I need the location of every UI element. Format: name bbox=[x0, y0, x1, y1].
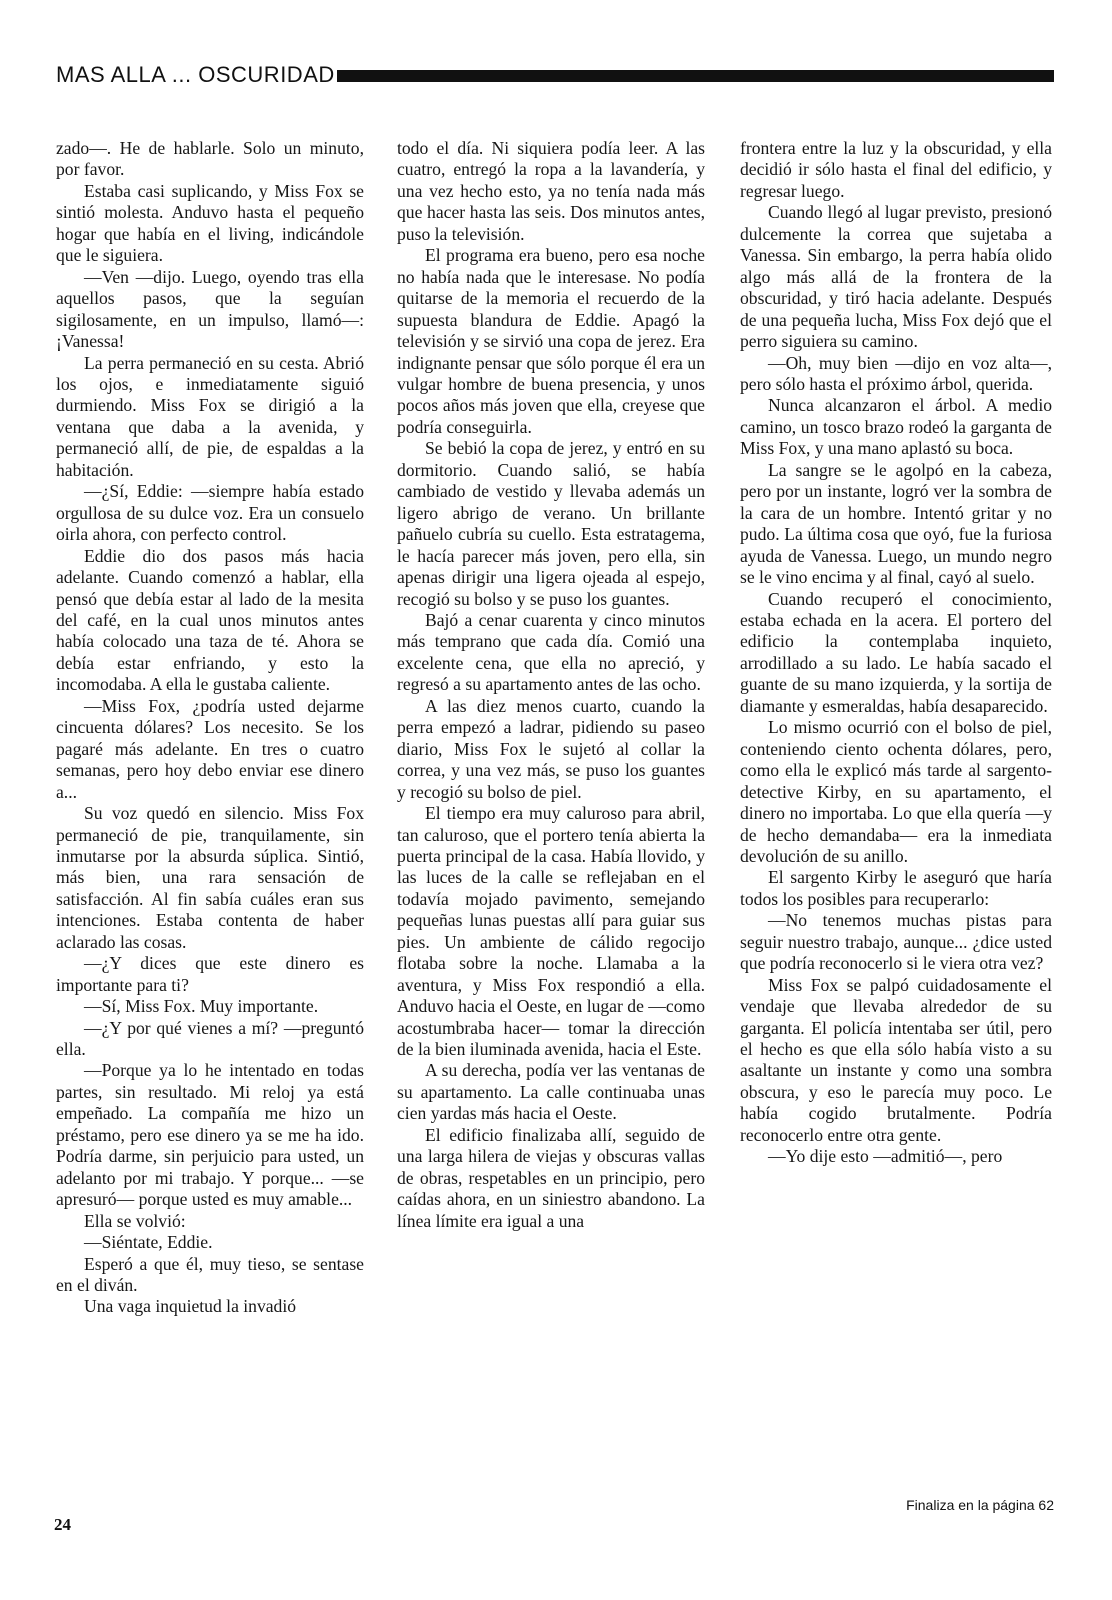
paragraph: —Yo dije esto —admitió—, pero bbox=[768, 1146, 1003, 1167]
paragraph: frontera entre la luz y la obscuridad, y ella decidió ir sólo hasta el final del edificio, y regresar luego. bbox=[740, 138, 1052, 201]
paragraph: —Oh, muy bien —dijo en voz alta—, pero sólo hasta el próximo árbol, querida. bbox=[740, 352, 1052, 394]
paragraph: Esperó a que él, muy tieso, se sentase en el diván. bbox=[56, 1253, 364, 1296]
paragraph: Bajó a cenar cuarenta y cinco minutos más temprano que cada día. Comió una excelente cena, que ella no apreció, y regresó a su apartamento antes de las ocho. bbox=[397, 609, 705, 695]
paragraph: Miss Fox se palpó cuidadosamente el vendaje que llevaba alrededor de su garganta. El policía intentaba ser útil, pero el hecho es que ella sólo había visto a su asaltante un instante y como una sombra obscura, y eso le parecía muy poco. Le había cogido brutalmente. Podría reconocerlo entre otra gente. bbox=[740, 974, 1052, 1145]
paragraph: —¿Y por qué vienes a mí? —preguntó ella. bbox=[56, 1017, 364, 1060]
paragraph: —Ven —dijo. Luego, oyendo tras ella aquellos pasos, que la seguían sigilosamente, en un impulso, llamó—: ¡Vanessa! bbox=[56, 266, 364, 352]
section-title: MAS ALLA ... OSCURIDAD bbox=[56, 62, 335, 87]
paragraph: El tiempo era muy caluroso para abril, tan caluroso, que el portero tenía abierta la puerta principal de la casa. Había llovido, y las luces de la calle se reflejaban en el todavía mojado pavimento, semejando pequeñas lunas puestas allí para guiar sus pies. Un ambiente de cálido regocijo flotaba sobre la noche. Llamaba a la aventura, y Miss Fox respondió a ella. Anduvo hacia el Oeste, en lugar de —como acostumbraba hacer— tomar la dirección de la bien iluminada avenida, hacia el Este. bbox=[397, 803, 705, 1060]
paragraph: Se bebió la copa de jerez, y entró en su dormitorio. Cuando salió, se había cambiado de vestido y llevaba además un ligero abrigo de verano. Un brillante pañuelo cubría su cuello. Esta estratagema, le hacía parecer más joven, pero ella, sin apenas dirigir una ligera ojeada al espejo, recogió su bolso y se puso los guantes. bbox=[397, 438, 705, 609]
paragraph: La perra permaneció en su cesta. Abrió los ojos, e inmediatamente siguió durmiendo. Miss Fox se dirigió a la ventana que daba a la avenida, y permaneció allí, de pie, de espaldas a la habitación. bbox=[56, 352, 364, 480]
paragraph: Ella se volvió: bbox=[84, 1210, 186, 1231]
page-header bbox=[56, 62, 1054, 88]
paragraph: La sangre se le agolpó en la cabeza, pero por un instante, logró ver la sombra de la cara de un hombre. Intentó gritar y no pudo. La última cosa que oyó, fue la furiosa ayuda de Vanessa. Luego, un mundo negro se le vino encima y al final, cayó al suelo. bbox=[740, 459, 1052, 588]
paragraph: Cuando llegó al lugar previsto, presionó dulcemente la correa que sujetaba a Vanessa. Sin embargo, la perra había olido algo más allá de la frontera de la obscuridad, y tiró hacia adelante. Después de una pequeña lucha, Miss Fox dejó que el perro siguiera su camino. bbox=[740, 202, 1052, 352]
paragraph: Su voz quedó en silencio. Miss Fox permaneció de pie, tranquilamente, sin inmutarse por la absurda súplica. Sintió, más bien, una rara sensación de satisfacción. Al fin sabía cuáles eran sus intenciones. Estaba contenta de haber aclarado las cosas. bbox=[56, 803, 364, 952]
paragraph: —Miss Fox, ¿podría usted dejarme cincuenta dólares? Los necesito. Se los pagaré más adelante. En tres o cuatro semanas, pero hoy debo enviar ese dinero a... bbox=[56, 695, 364, 802]
paragraph: zado—. He de hablarle. Solo un minuto, por favor. bbox=[56, 138, 364, 180]
text-column-2 bbox=[397, 138, 705, 1232]
paragraph: —Sí, Miss Fox. Muy importante. bbox=[84, 996, 319, 1017]
paragraph: A su derecha, podía ver las ventanas de su apartamento. La calle continuaba unas cien yardas más hacia el Oeste. bbox=[397, 1060, 705, 1124]
header-rule bbox=[337, 70, 1054, 82]
paragraph: Lo mismo ocurrió con el bolso de piel, conteniendo ciento ochenta dólares, pero, como ella le explicó más tarde al sargento-detective Kirby, en su apartamento, el dinero no importaba. Lo que ella quería —y de hecho demandaba— era la inmediata devolución de su anillo. bbox=[740, 717, 1052, 866]
continuation-note: Finaliza en la página 62 bbox=[906, 1497, 1054, 1513]
paragraph: —No tenemos muchas pistas para seguir nuestro trabajo, aunque... ¿dice usted que podría reconocerlo si le viera otra vez? bbox=[740, 910, 1052, 974]
paragraph: El sargento Kirby le aseguró que haría todos los posibles para recuperarlo: bbox=[740, 867, 1052, 909]
paragraph: todo el día. Ni siquiera podía leer. A las cuatro, entregó la ropa a la lavandería, y una vez hecho esto, ya no tenía nada más que hacer hasta las seis. Dos minutos antes, puso la televisión. bbox=[397, 138, 705, 244]
paragraph: A las diez menos cuarto, cuando la perra empezó a ladrar, pidiendo su paseo diario, Miss Fox le sujetó al collar la correa, y una vez más, se puso los guantes y recogió su bolso de piel. bbox=[397, 695, 705, 802]
paragraph: Cuando recuperó el conocimiento, estaba echada en la acera. El portero del edificio la contemplaba inquieto, arrodillado a su lado. Le había sacado el guante de su mano izquierda, y la sortija de diamante y esmeraldas, había desaparecido. bbox=[740, 588, 1052, 716]
paragraph: El edificio finalizaba allí, seguido de una larga hilera de viejas y obscuras vallas de obras, respetables en un principio, pero caídas ahora, en un siniestro abandono. La línea límite era igual a una bbox=[397, 1124, 705, 1231]
text-column-3 bbox=[740, 138, 1052, 1168]
paragraph: —Porque ya lo he intentado en todas partes, sin resultado. Mi reloj ya está empeñado. La compañía me hizo un préstamo, pero ese dinero ya se me ha ido. Podría darme, sin perjuicio para usted, un adelanto por mi trabajo. Y porque... —se apresuró— porque usted es muy amable... bbox=[56, 1060, 364, 1210]
paragraph: Nunca alcanzaron el árbol. A medio camino, un tosco brazo rodeó la garganta de Miss Fox, y una mano aplastó su boca. bbox=[740, 395, 1052, 459]
paragraph: Eddie dio dos pasos más hacia adelante. Cuando comenzó a hablar, ella pensó que debía estar al lado de la mesita del café, en la cual unos minutos antes había colocado una taza de té. Ahora se debía estar enfriando, y esto la incomodaba. A ella le gustaba caliente. bbox=[56, 545, 364, 695]
paragraph: El programa era bueno, pero esa noche no había nada que le interesase. No podía quitarse de la memoria el recuerdo de la supuesta blandura de Eddie. Apagó la televisión y se sirvió una copa de jerez. Era indignante pensar que sólo porque él era un vulgar hombre de buena presencia, y unos pocos años más joven que ella, creyese que podría conseguirla. bbox=[397, 245, 705, 437]
paragraph: —¿Sí, Eddie: —siempre había estado orgullosa de su dulce voz. Era un consuelo oirla ahora, con perfecto control. bbox=[56, 481, 364, 545]
paragraph: Estaba casi suplicando, y Miss Fox se sintió molesta. Anduvo hasta el pequeño hogar que había en el living, indicándole que le siguiera. bbox=[56, 180, 364, 266]
page-number: 24 bbox=[54, 1515, 71, 1534]
paragraph: —¿Y dices que este dinero es importante para ti? bbox=[56, 953, 364, 995]
text-column-1 bbox=[56, 138, 364, 1318]
paragraph: —Siéntate, Eddie. bbox=[84, 1232, 213, 1253]
paragraph: Una vaga inquietud la invadió bbox=[84, 1296, 297, 1317]
